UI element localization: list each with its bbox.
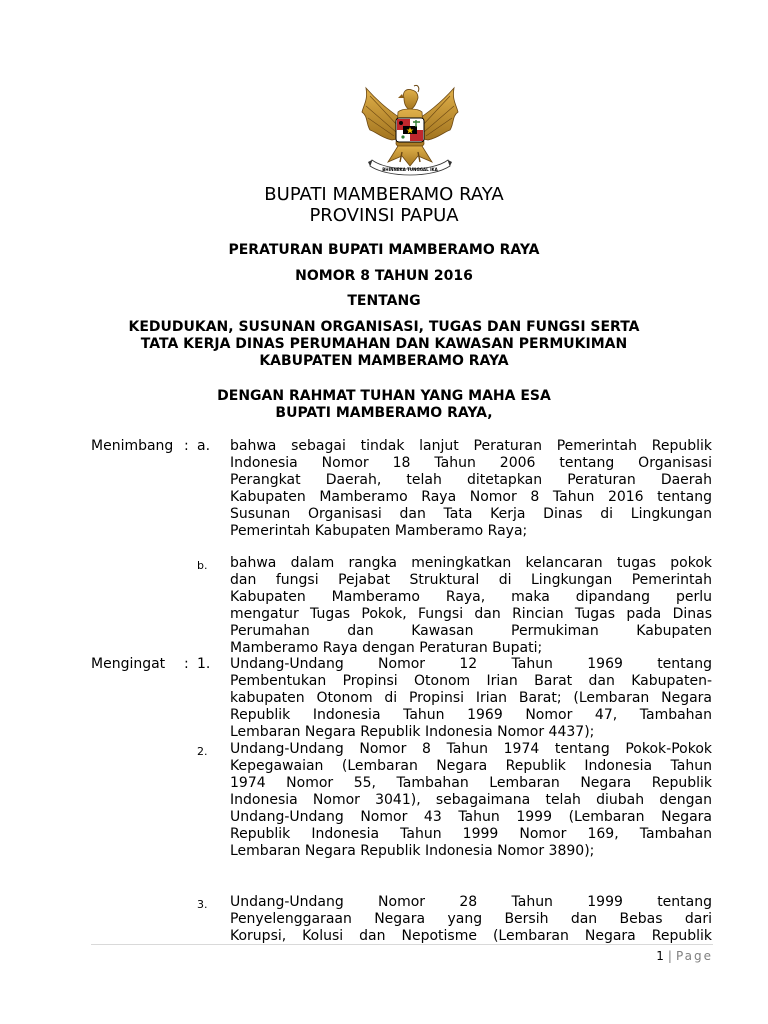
letterhead [0,184,768,226]
text-line: Perumahan dan Kawasan Permukiman Kabupaten [230,623,712,639]
text-line: Pemerintah Kabupaten Mamberamo Raya; [230,523,528,539]
regulation-subject [0,319,768,370]
mengingat-label: Mengingat [91,656,166,672]
text-line: 1974 Nomor 55, Tambahan Lembaran Negara Republik [230,775,712,791]
menimbang-colon: : [184,438,189,454]
page-label: Page [675,949,713,963]
text-line: kabupaten Otonom di Propinsi Irian Barat; (Lembaran Negara [230,690,712,706]
preamble-line: BUPATI MAMBERAMO RAYA, [275,405,493,421]
mengingat-item-marker: 2. [197,745,208,758]
mengingat-item-3 [230,894,712,945]
svg-text:BHINNEKA TUNGGAL IKA: BHINNEKA TUNGGAL IKA [382,167,438,172]
letterhead-line-1: BUPATI MAMBERAMO RAYA [264,184,504,205]
text-line: Indonesia Nomor 3041), sebagaimana telah diubah dengan [230,792,712,808]
mengingat-item-2 [230,741,712,860]
menimbang-item-marker: b. [197,559,208,572]
text-line: Undang-Undang Nomor 28 Tahun 1999 tentang [230,894,712,910]
menimbang-label: Menimbang [91,438,174,454]
text-line: dan fungsi Pejabat Struktural di Lingkungan Pemerintah [230,572,712,588]
mengingat-item-1 [230,656,712,741]
letterhead-line-2: PROVINSI PAPUA [309,205,459,226]
text-line: Korupsi, Kolusi dan Nepotisme (Lembaran Negara Republik [230,928,712,944]
page-number: 1 [656,949,664,963]
text-line: Undang-Undang Nomor 12 Tahun 1969 tentang [230,656,712,672]
footer-divider [91,944,713,945]
text-line: bahwa sebagai tindak lanjut Peraturan Pemerintah Republik [230,438,712,454]
page-separator: | [667,949,672,963]
text-line: Undang-Undang Nomor 43 Tahun 1999 (Lembaran Negara [230,809,712,825]
subject-line: KEDUDUKAN, SUSUNAN ORGANISASI, TUGAS DAN FUNGSI SERTA [128,319,640,335]
preamble [0,388,768,422]
text-line: Indonesia Nomor 18 Tahun 2006 tentang Organisasi [230,455,712,471]
text-line: Pembentukan Propinsi Otonom Irian Barat dan Kabupaten- [230,673,712,689]
mengingat-colon: : [184,656,189,672]
menimbang-item-b [230,555,712,657]
mengingat-item-marker: 1. [197,656,211,672]
text-line: Penyelenggaraan Negara yang Bersih dan Bebas dari [230,911,712,927]
text-line: mengatur Tugas Pokok, Fungsi dan Rincian Tugas pada Dinas [230,606,712,622]
regulation-number: NOMOR 8 TAHUN 2016 [295,268,473,284]
regulation-title: PERATURAN BUPATI MAMBERAMO RAYA [228,242,540,258]
menimbang-item-a [230,438,712,540]
text-line: Kabupaten Mamberamo Raya, maka dipandang perlu [230,589,712,605]
garuda-emblem-icon [358,82,462,178]
text-line: Republik Indonesia Tahun 1999 Nomor 169, Tambahan [230,826,712,842]
text-line: bahwa dalam rangka meningkatkan kelancaran tugas pokok [230,555,712,571]
regulation-about: TENTANG [347,293,421,309]
subject-line: TATA KERJA DINAS PERUMAHAN DAN KAWASAN PERMUKIMAN [140,336,628,352]
text-line: Kepegawaian (Lembaran Negara Republik Indonesia Tahun [230,758,712,774]
text-line: Undang-Undang Nomor 8 Tahun 1974 tentang Pokok-Pokok [230,741,712,757]
text-line: Kabupaten Mamberamo Raya Nomor 8 Tahun 2016 tentang [230,489,712,505]
menimbang-item-marker: a. [197,438,211,454]
text-line: Mamberamo Raya dengan Peraturan Bupati; [230,640,543,656]
text-line: Susunan Organisasi dan Tata Kerja Dinas di Lingkungan [230,506,712,522]
subject-line: KABUPATEN MAMBERAMO RAYA [259,353,509,369]
mengingat-item-marker: 3. [197,898,208,911]
page-footer [656,948,713,964]
preamble-line: DENGAN RAHMAT TUHAN YANG MAHA ESA [217,388,551,404]
text-line: Lembaran Negara Republik Indonesia Nomor 4437); [230,724,595,740]
text-line: Republik Indonesia Tahun 1969 Nomor 47, Tambahan [230,707,712,723]
text-line: Perangkat Daerah, telah ditetapkan Peraturan Daerah [230,472,712,488]
text-line: Lembaran Negara Republik Indonesia Nomor 3890); [230,843,595,859]
